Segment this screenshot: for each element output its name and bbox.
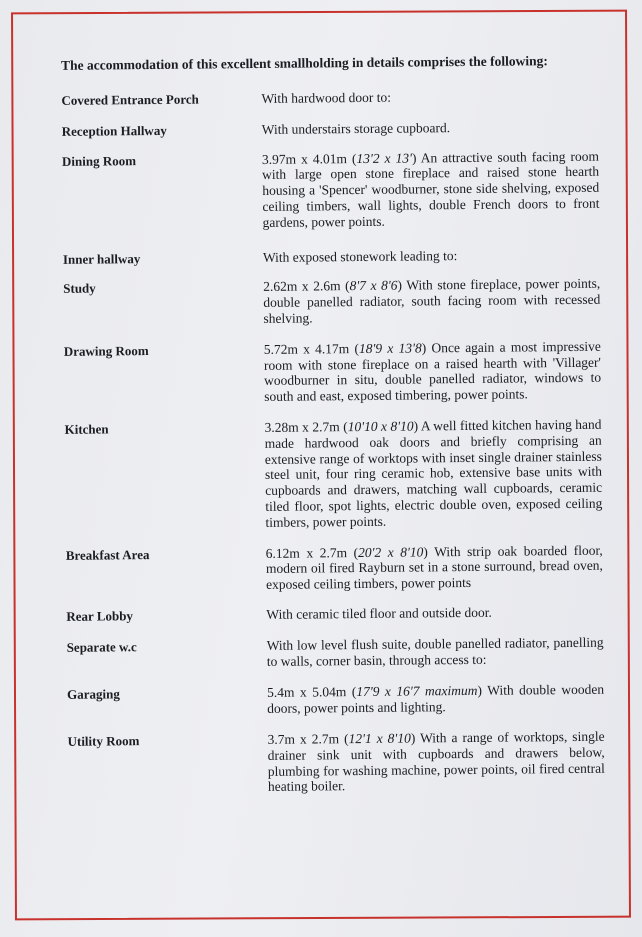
- intro-text: The accommodation of this excellent smallholding in details comprises the following:: [60, 53, 548, 73]
- room-row: [52, 604, 605, 625]
- room-row: [52, 542, 605, 595]
- room-name: Drawing Room: [63, 342, 149, 359]
- room-list: [47, 53, 607, 797]
- room-description: 6.12m x 2.7m (20'2 x 8'10) With strip oak boarded floor, modern oil fired Rayburn set in a stone surround, bread oven, exposed ceiling timbers, power points: [265, 542, 603, 593]
- room-description: 5.4m x 5.04m (17'9 x 16'7 maximum) With double wooden doors, power points and lighting.: [267, 681, 605, 717]
- room-row: [53, 634, 606, 671]
- room-name: Kitchen: [64, 421, 109, 437]
- room-description: 5.72m x 4.17m (18'9 x 13'8) Once again a most impressive room with stone fireplace on a raised hearth with 'Villager' woodburner in situ, double panelled radiator, windows to south and east, exposed timbering, power points.: [263, 338, 602, 405]
- room-name: Separate w.c: [66, 638, 137, 655]
- room-row: [47, 88, 600, 109]
- room-description: 3.7m x 2.7m (12'1 x 8'10) With a range of worktops, single drainer sink unit with cupboards and drawers below, plumbing for washing machine, power points, oil fired central heating boiler.: [267, 728, 605, 795]
- room-description: 3.28m x 2.7m (10'10 x 8'10) A well fitted kitchen having hand made hardwood oak doors and briefly comprising an extensive range of worktops with inset single drainer stainless steel unit, four ring ceramic hob, extensive base units with cupboards and drawers, matching wall cupboards, ceramic tiled floor, spot lights, electric double oven, exposed ceiling timbers, power points.: [264, 416, 603, 530]
- room-description: With low level flush suite, double panelled radiator, panelling to walls, corner basin, through access to:: [266, 634, 604, 669]
- room-description: With exposed stonework leading to:: [262, 247, 458, 265]
- room-name: Study: [63, 280, 96, 297]
- room-row: [53, 682, 606, 719]
- room-name: Garaging: [67, 686, 120, 703]
- room-description: With ceramic tiled floor and outside door.: [266, 604, 492, 622]
- room-name: Rear Lobby: [66, 608, 134, 624]
- room-description: 2.62m x 2.6m (8'7 x 8'6) With stone fireplace, power points, double panelled radiator, south facing room with recessed shelving.: [263, 276, 601, 326]
- room-name: Utility Room: [67, 733, 140, 749]
- room-row: [49, 276, 602, 329]
- room-row: [48, 148, 602, 232]
- room-name: Dining Room: [61, 152, 137, 169]
- room-name: Covered Entrance Porch: [61, 91, 199, 108]
- room-description: 3.97m x 4.01m (13'2 x 13') An attractive south facing room with large open stone fireplace and raised stone hearth housing a 'Spencer' woodburner, stone side shelving, exposed ceiling timbers, wall lights, double French doors to front gardens, power points.: [261, 148, 600, 230]
- room-row: [50, 417, 604, 533]
- room-name: Breakfast Area: [65, 546, 150, 563]
- room-row: [48, 118, 601, 139]
- room-row: [53, 729, 607, 797]
- room-row: [49, 246, 602, 267]
- room-description: With hardwood door to:: [261, 89, 392, 106]
- room-description: With understairs storage cupboard.: [261, 119, 451, 137]
- room-name: Inner hallway: [62, 250, 141, 267]
- room-name: Reception Hallway: [61, 122, 167, 139]
- room-row: [50, 338, 604, 406]
